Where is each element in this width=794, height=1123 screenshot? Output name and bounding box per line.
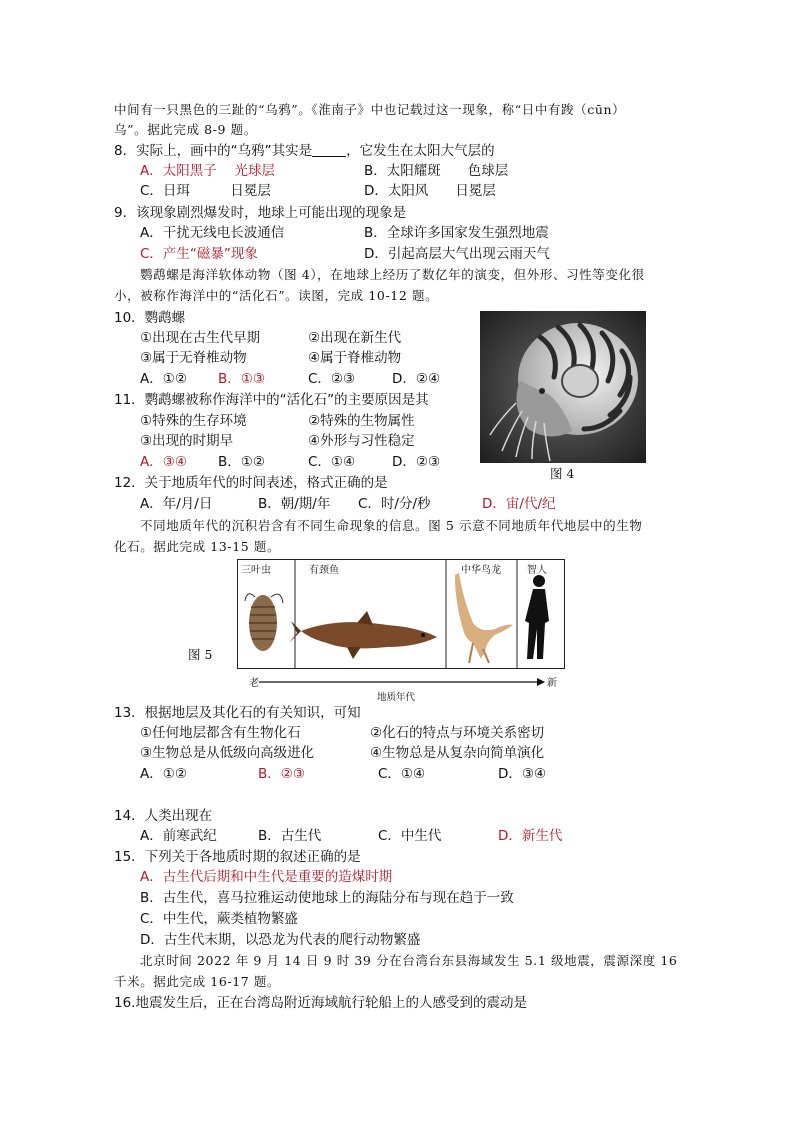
answer-blank [312,142,346,157]
option-b-q15: B．古生代，喜马拉雅运动使地球上的海陆分布与现在趋于一致 [140,890,514,906]
option-a-q15: A．古生代后期和中生代是重要的造煤时期 [140,869,393,885]
passage-line: 不同地质年代的沉积岩含有不同生命现象的信息。图 5 示意不同地质年代地层中的生物 [140,518,643,533]
passage-line: 北京时间 2022 年 9 月 14 日 9 时 39 分在台湾台东县海域发生 5.1 级地震，震源深度 16 [140,953,678,968]
option-a-q14: A．前寒武纪 [140,828,217,844]
option-c-q11: C．①④ [308,454,356,470]
question-15: 15．下列关于各地质时期的叙述正确的是 [114,849,361,865]
option-c-q8: C．日珥 日冕层 [140,183,271,199]
option-a-q12: A．年/月/日 [140,496,213,512]
option-c-q10: C．②③ [308,371,356,387]
passage-line: 中间有一只黑色的三趾的“乌鸦”。《淮南子》中也记载过这一现象，称“日中有踆（cūn） [114,102,626,117]
passage-line: 鹦鹉螺是海洋软体动物（图 4），在地球上经历了数亿年的演变，但外形、习性等变化很 [140,267,645,282]
option-d-q15: D．古生代末期，以恐龙为代表的爬行动物繁盛 [140,932,421,948]
axis-title: 地质年代 [377,692,416,702]
fossil-label: 中华鸟龙 [461,565,501,576]
figure-5 [237,559,565,669]
option-d-q14: D．新生代 [498,828,563,844]
statement-4-q10: ④属于脊椎动物 [308,350,402,366]
option-d-q11: D．②③ [392,454,441,470]
statement-2-q11: ②特殊的生物属性 [308,413,415,429]
question-13: 13．根据地层及其化石的有关知识，可知 [114,705,361,721]
option-d-q10: D．②④ [392,371,441,387]
time-arrow [237,670,565,702]
option-b-q11: B．①② [218,454,265,470]
question-11: 11．鹦鹉螺被称作海洋中的“活化石”的主要原因是其 [114,392,429,408]
geologic-time-axis [237,670,565,702]
statement-3-q11: ③出现的时期早 [140,433,234,449]
passage-line: 乌”。据此完成 8-9 题。 [114,122,257,137]
option-a-q11: A．③④ [140,454,187,470]
statement-2-q13: ②化石的特点与环境关系密切 [370,725,545,741]
option-c-q12: C．时/分/秒 [358,496,431,512]
statement-1-q10: ①出现在古生代早期 [140,330,261,346]
option-a-q10: A．①② [140,371,187,387]
statement-1-q11: ①特殊的生存环境 [140,413,247,429]
option-b-q9: B．全球许多国家发生强烈地震 [364,225,549,241]
option-b-q8: B．太阳耀斑 色球层 [364,163,509,179]
option-c-q14: C．中生代 [378,828,442,844]
fossil-label: 有颈鱼 [309,565,339,576]
option-b-q10: B．①③ [218,371,265,387]
axis-old-label: 老 [249,678,259,689]
statement-4-q13: ④生物总是从复杂向简单演化 [370,745,545,761]
fossil-label: 智人 [527,565,547,576]
fossil-label: 三叶虫 [241,565,271,576]
option-d-q12: D．宙/代/纪 [482,496,556,512]
option-b-q12: B．朝/期/年 [258,496,331,512]
option-b-q14: B．古生代 [258,828,322,844]
question-10: 10．鹦鹉螺 [114,310,186,326]
question-text: ，它发生在太阳大气层的 [346,143,495,159]
question-9: 9．该现象剧烈爆发时，地球上可能出现的现象是 [114,205,407,221]
statement-3-q10: ③属于无脊椎动物 [140,350,247,366]
question-16: 16.地震发生后，正在台湾岛附近海域航行轮船上的人感受到的震动是 [114,995,527,1011]
question-8 [114,141,495,161]
option-c-q13: C．①④ [378,766,426,782]
statement-3-q13: ③生物总是从低级向高级进化 [140,745,315,761]
question-14: 14．人类出现在 [114,808,213,824]
option-a-q13: A．①② [140,766,187,782]
option-a-q8: A．太阳黑子 光球层 [140,163,276,179]
option-b-q13: B．②③ [258,766,305,782]
option-c-q9: C．产生“磁暴”现象 [140,246,258,262]
statement-2-q10: ②出现在新生代 [308,330,402,346]
passage-line: 小，被称作海洋中的“活化石”。读图，完成 10-12 题。 [114,288,439,303]
fossil-timeline-figure [237,559,565,669]
axis-new-label: 新 [547,678,557,689]
option-a-q9: A．干扰无线电长波通信 [140,225,285,241]
passage-line: 化石。据此完成 13-15 题。 [114,539,281,554]
statement-4-q11: ④外形与习性稳定 [308,433,415,449]
question-text: 8．实际上，画中的“乌鸦”其实是 [114,143,313,159]
statement-1-q13: ①任何地层都含有生物化石 [140,725,301,741]
figure-4-caption: 图 4 [550,466,575,481]
option-d-q8: D．太阳风 日冕层 [364,183,496,199]
figure-5-caption: 图 5 [188,647,213,662]
option-d-q13: D．③④ [498,766,547,782]
passage-line: 千米。据此完成 16-17 题。 [114,974,281,989]
nautilus-photo [480,311,646,463]
option-d-q9: D．引起高层大气出现云雨天气 [364,246,550,262]
question-12: 12．关于地质年代的时间表述，格式正确的是 [114,475,388,491]
option-c-q15: C．中生代，蕨类植物繁盛 [140,911,298,927]
nautilus-illustration [480,311,646,463]
